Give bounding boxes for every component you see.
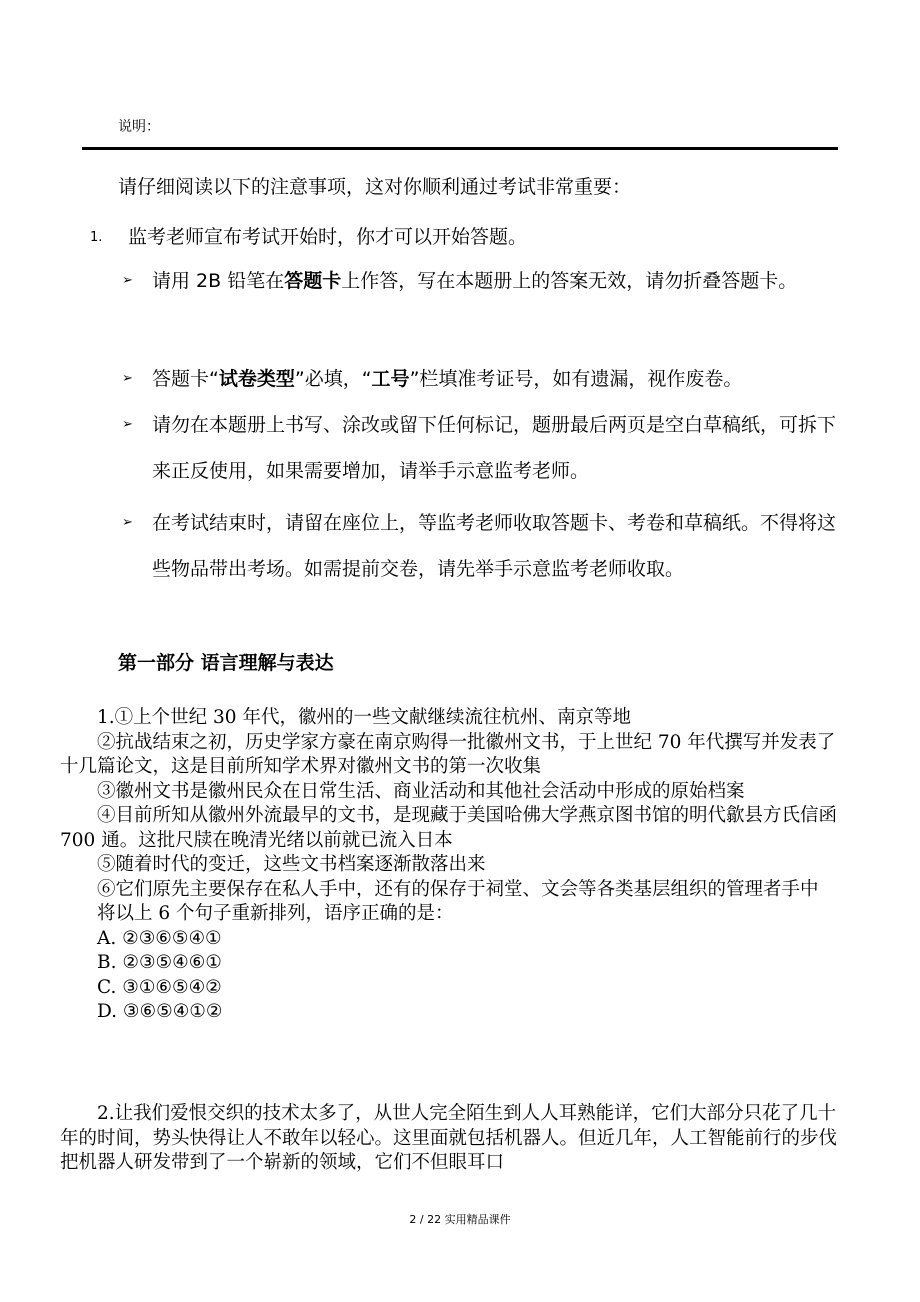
- sentence-4: ④目前所知从徽州外流最早的文书，是现藏于美国哈佛大学燕京图书馆的明代歙县方氏信函 700 通。这批尺牍在晚清光绪以前就已流入日本: [60, 805, 838, 851]
- sentence-6: ⑥它们原先主要保存在私人手中，还有的保存于祠堂、文会等各类基层组织的管理者手中: [97, 878, 819, 900]
- notice-bullet-1: [122, 258, 842, 304]
- bullet-text: 在考试结束时，请留在座位上，等监考老师收取答题卡、考卷和草稿纸。不得将这些物品带出考场。如需提前交卷，请先举手示意监考老师收取。: [152, 512, 837, 580]
- bullet-bold-text: 试卷类型: [218, 368, 295, 390]
- notice-intro: 请仔细阅读以下的注意事项，这对你顺利通过考试非常重要：: [118, 176, 632, 198]
- bullet-text: 请勿在本题册上书写、涂改或留下任何标记，题册最后两页是空白草稿纸，可拆下来正反使用，如果需要增加，请举手示意监考老师。: [152, 414, 837, 482]
- bullet-text: 请用 2B 铅笔在: [152, 270, 285, 292]
- question-2-text: 2.让我们爱恨交织的技术太多了，从世人完全陌生到人人耳熟能详，它们大部分只花了几十年的时间，势头快得让人不敢年以轻心。这里面就包括机器人。但近几年，人工智能前行的步伐把机器人研发带到了一个崭新的领域，它们不但眼耳口: [60, 1103, 838, 1173]
- header-divider: [82, 147, 838, 150]
- sentence-2: ②抗战结束之初，历史学家方豪在南京购得一批徽州文书，于上世纪 70 年代撰写并发表了十几篇论文，这是目前所知学术界对徽州文书的第一次收集: [60, 731, 836, 777]
- sentence-5: ⑤随着时代的变迁，这些文书档案逐渐散落出来: [97, 854, 486, 875]
- sentence-3: ③徽州文书是徽州民众在日常生活、商业活动和其他社会活动中形成的原始档案: [97, 780, 745, 802]
- notice-bullet-2: [122, 356, 842, 402]
- page-footer: 2 / 22 实用精品课件: [409, 1213, 511, 1226]
- item-text: 监考老师宣布考试开始时，你才可以开始答题。: [128, 226, 528, 248]
- question-1: [60, 706, 844, 1025]
- section-title: 第一部分 语言理解与表达: [118, 652, 334, 674]
- arrow-bullet-icon: ➢: [122, 515, 133, 530]
- bullet-bold-text: 工号: [371, 368, 410, 390]
- sentence-1: 1.①上个世纪 30 年代，徽州的一些文献继续流往杭州、南京等地: [97, 707, 631, 728]
- notice-bullet-4: [122, 500, 842, 592]
- bullet-text: 上作答，写在本题册上的答案无效，请勿折叠答题卡。: [341, 270, 798, 292]
- arrow-bullet-icon: ➢: [122, 371, 133, 386]
- bullet-bold-text: 答题卡: [284, 270, 342, 292]
- arrow-bullet-icon: ➢: [122, 417, 133, 432]
- notice-item-1: [90, 222, 527, 249]
- item-number: 1.: [90, 230, 103, 245]
- bullet-text: ”必填，“: [294, 368, 372, 390]
- arrow-bullet-icon: ➢: [122, 273, 133, 288]
- option-a: A. ②③⑥⑤④①: [97, 927, 222, 949]
- header-label: 说明：: [118, 119, 160, 135]
- option-c: C. ③①⑥⑤④②: [97, 976, 222, 998]
- option-d: D. ③⑥⑤④①②: [97, 1001, 223, 1022]
- bullet-text: 答题卡“: [152, 368, 219, 390]
- question-2: [60, 1102, 844, 1176]
- option-b: B. ②③⑤④⑥①: [97, 952, 222, 973]
- notice-bullet-3: [122, 402, 842, 494]
- bullet-text: ”栏填准考证号，如有遗漏，视作废卷。: [409, 368, 743, 390]
- question-prompt: 将以上 6 个句子重新排列，语序正确的是：: [97, 903, 454, 924]
